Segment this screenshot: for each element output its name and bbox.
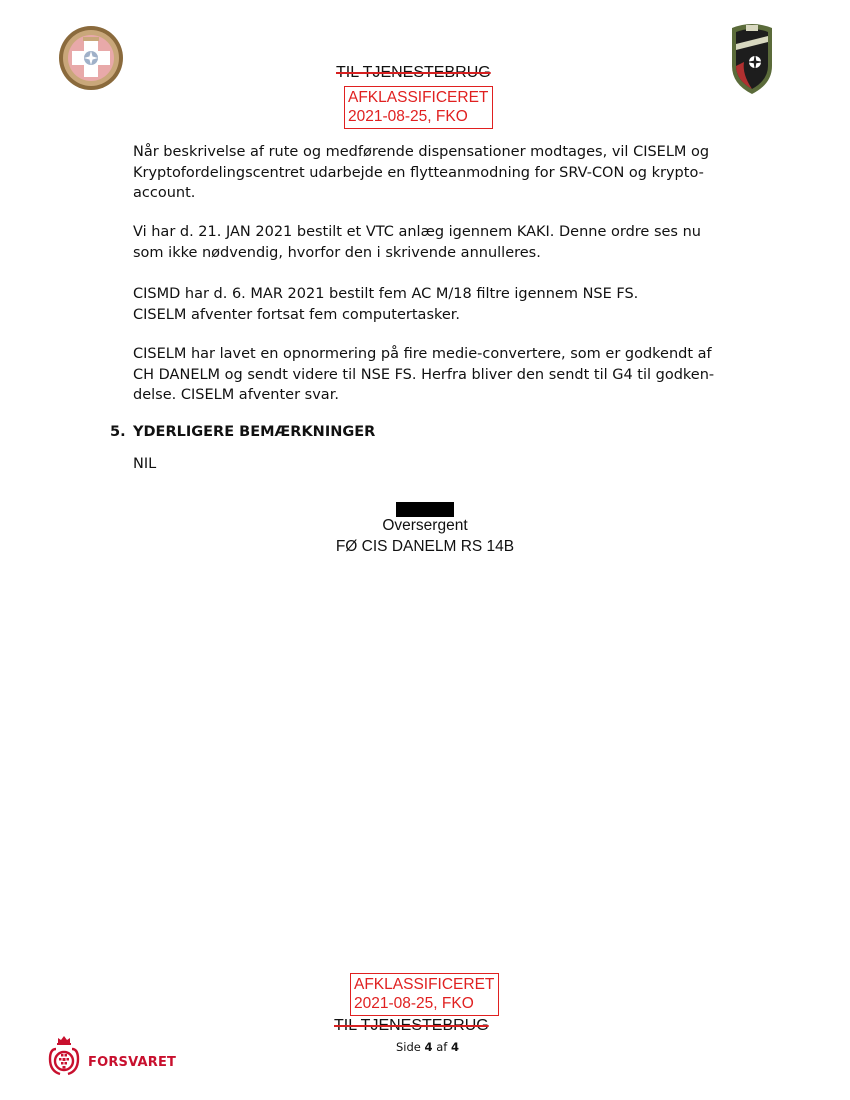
- paragraph-line: CISMD har d. 6. MAR 2021 bestilt fem AC M/18 filtre igennem NSE FS.: [133, 286, 639, 302]
- page-number: [396, 1040, 459, 1054]
- stamp-date: 2021-08-25, FKO: [348, 108, 468, 125]
- forsvaret-crown-icon: [46, 1033, 82, 1077]
- page-total: 4: [450, 1040, 459, 1054]
- dancon-emblem: [58, 25, 124, 91]
- paragraph-line: Når beskrivelse af rute og medførende dispensationer modtages, vil CISELM og: [133, 144, 710, 160]
- paragraph-line: Vi har d. 21. JAN 2021 bestilt et VTC anlæg igennem KAKI. Denne ordre ses nu: [133, 224, 701, 240]
- page-prefix: Side: [396, 1040, 421, 1054]
- paragraph-line: CISELM har lavet en opnormering på fire medie-convertere, som er godkendt af: [133, 346, 712, 362]
- paragraph: [133, 142, 742, 204]
- classification-marking: TIL TJENESTEBRUG: [336, 64, 491, 81]
- paragraph-line: delse. CISELM afventer svar.: [133, 387, 339, 403]
- paragraph-line: CH DANELM og sendt videre til NSE FS. Herfra bliver den sendt til G4 til godken-: [133, 366, 715, 383]
- paragraph: [133, 284, 742, 325]
- section-text: NIL: [133, 456, 157, 472]
- paragraph-line: som ikke nødvendig, hvorfor den i skrivende annulleres.: [133, 244, 541, 261]
- section-number: 5.: [110, 424, 126, 440]
- page-current: 4: [424, 1040, 433, 1054]
- rs-nato-shield-emblem: [728, 22, 776, 96]
- organization-name: FORSVARET: [88, 1055, 177, 1070]
- classification-marking: TIL TJENESTEBRUG: [334, 1017, 489, 1034]
- paragraph: [133, 222, 742, 263]
- paragraph: [133, 344, 742, 406]
- paragraph-line: CISELM afventer fortsat fem computertasker.: [133, 306, 461, 323]
- paragraph-line: account.: [133, 185, 196, 201]
- signatory-unit: FØ CIS DANELM RS 14B: [335, 538, 515, 555]
- redacted-name: [396, 502, 454, 517]
- declassified-stamp: [350, 973, 499, 1016]
- stamp-status: AFKLASSIFICERET: [354, 976, 495, 993]
- page-of: af: [436, 1040, 448, 1054]
- paragraph-line: Kryptofordelingscentret udarbejde en flytteanmodning for SRV-CON og krypto-: [133, 164, 704, 181]
- stamp-date: 2021-08-25, FKO: [354, 995, 474, 1012]
- stamp-status: AFKLASSIFICERET: [348, 89, 489, 106]
- declassified-stamp: [344, 86, 493, 129]
- section-heading: YDERLIGERE BEMÆRKNINGER: [133, 424, 376, 440]
- signatory-rank: Oversergent: [382, 517, 468, 534]
